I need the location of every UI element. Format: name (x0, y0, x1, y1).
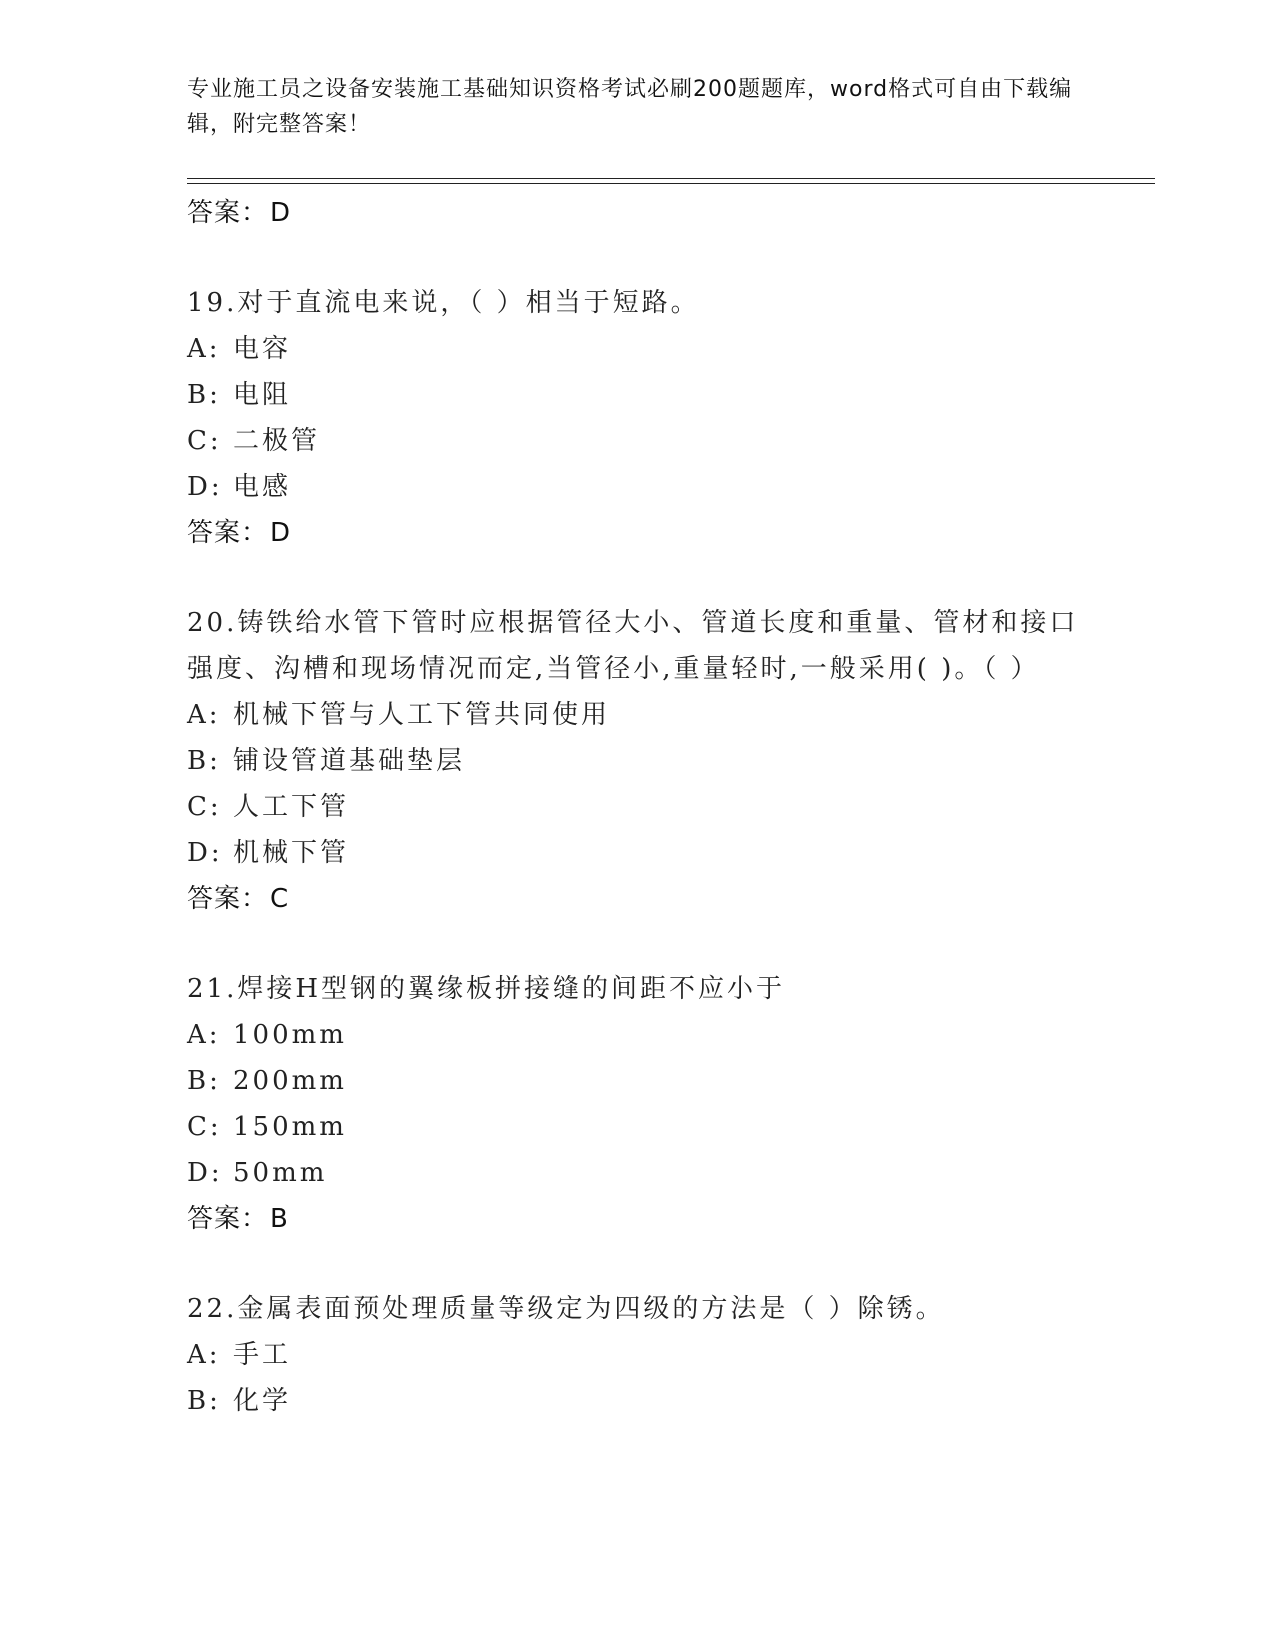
option-b (187, 1058, 1087, 1104)
answer-line (187, 190, 1087, 236)
option-d (187, 1150, 1087, 1196)
option-a (187, 1012, 1087, 1058)
answer-label: 答案： (187, 884, 269, 914)
option-a (187, 1332, 1087, 1378)
option-text: 机械下管 (233, 838, 350, 868)
option-text: 电容 (233, 334, 292, 364)
option-text: 150mm (233, 1112, 347, 1142)
option-text: 电阻 (233, 380, 292, 410)
option-label: B: (187, 380, 221, 410)
option-label: B: (187, 746, 221, 776)
option-d (187, 830, 1087, 876)
option-label: C: (187, 792, 222, 822)
option-text: 50mm (233, 1158, 328, 1188)
option-a (187, 326, 1087, 372)
option-label: A: (187, 1020, 221, 1050)
option-label: B: (187, 1386, 221, 1416)
document-header: 专业施工员之设备安装施工基础知识资格考试必刷200题题库，word格式可自由下载编辑，附完整答案！ (187, 77, 1073, 137)
question-21: 21.焊接H型钢的翼缘板拼接缝的间距不应小于 (187, 974, 786, 1004)
option-label: D: (187, 1158, 223, 1188)
option-b (187, 738, 1087, 784)
answer-value: D (270, 518, 292, 548)
option-label: A: (187, 334, 221, 364)
question-list (187, 190, 1087, 1424)
answer-line (187, 510, 1087, 556)
option-c (187, 418, 1087, 464)
option-label: C: (187, 426, 222, 456)
option-a (187, 692, 1087, 738)
option-b (187, 1378, 1087, 1424)
option-text: 人工下管 (233, 792, 350, 822)
option-text: 手工 (233, 1340, 292, 1370)
answer-label: 答案： (187, 518, 269, 548)
answer-label: 答案： (187, 198, 269, 228)
answer-value: C (270, 884, 290, 914)
answer-label: 答案： (187, 1204, 269, 1234)
option-text: 100mm (233, 1020, 347, 1050)
question-22: 22.金属表面预处理质量等级定为四级的方法是（ ）除锈。 (187, 1294, 945, 1324)
option-label: A: (187, 1340, 221, 1370)
option-b (187, 372, 1087, 418)
question-20: 20.铸铁给水管下管时应根据管径大小、管道长度和重量、管材和接口强度、沟槽和现场情况而定,当管径小,重量轻时,一般采用( )。（ ） (187, 608, 1079, 684)
answer-line (187, 1196, 1087, 1242)
answer-line (187, 876, 1087, 922)
option-label: C: (187, 1112, 222, 1142)
option-text: 化学 (233, 1386, 292, 1416)
option-text: 铺设管道基础垫层 (233, 746, 466, 776)
option-label: D: (187, 472, 223, 502)
option-label: D: (187, 838, 223, 868)
option-c (187, 784, 1087, 830)
option-d (187, 464, 1087, 510)
answer-value: B (270, 1204, 289, 1234)
header-rule-top (187, 178, 1155, 179)
option-label: B: (187, 1066, 221, 1096)
option-label: A: (187, 700, 221, 730)
question-19: 19.对于直流电来说，（ ）相当于短路。 (187, 288, 700, 318)
option-text: 电感 (233, 472, 292, 502)
option-text: 机械下管与人工下管共同使用 (233, 700, 611, 730)
answer-value: D (270, 198, 292, 228)
option-text: 二极管 (233, 426, 321, 456)
option-text: 200mm (233, 1066, 347, 1096)
option-c (187, 1104, 1087, 1150)
header-rule-bottom (187, 183, 1155, 184)
